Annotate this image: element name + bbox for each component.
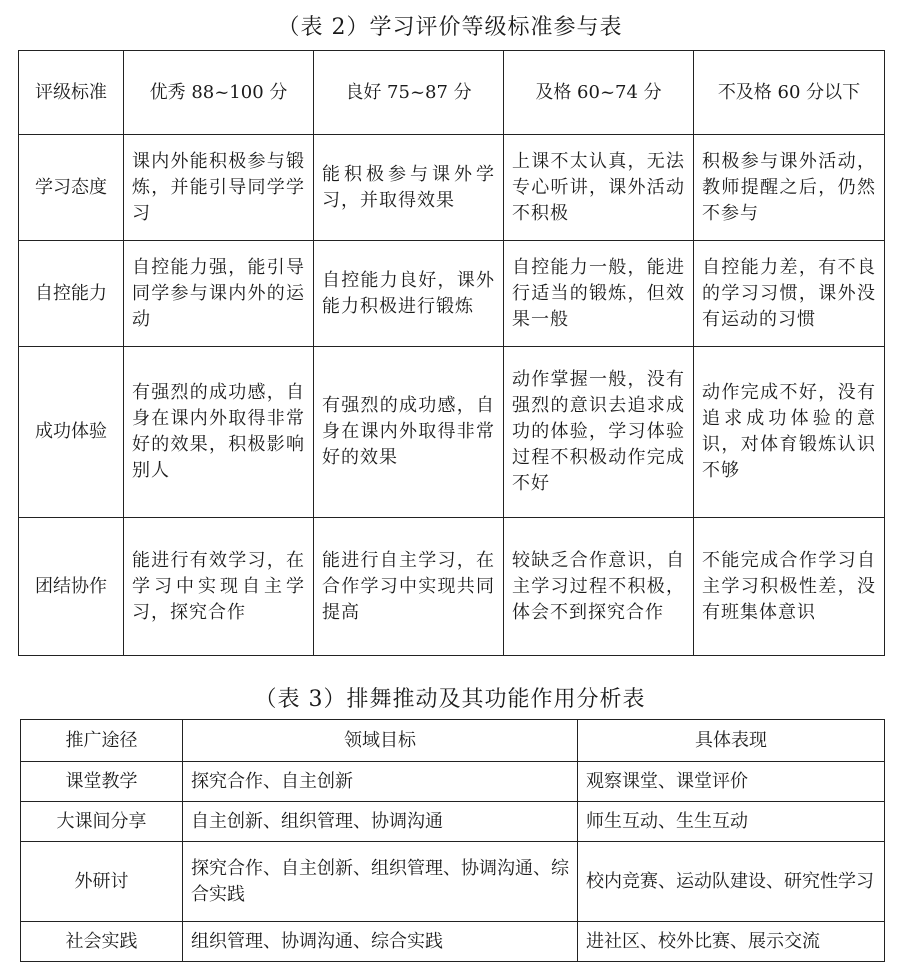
row-label-cell: 成功体验	[19, 347, 124, 518]
row-label-cell: 自控能力	[19, 241, 124, 347]
table-cell: 能进行有效学习，在学习中实现自主学习，探究合作	[124, 518, 314, 656]
table-cell: 师生互动、生生互动	[578, 802, 885, 842]
table-cell: 能进行自主学习，在合作学习中实现共同提高	[314, 518, 504, 656]
header-cell: 良好 75~87 分	[314, 51, 504, 135]
header-cell: 不及格 60 分以下	[694, 51, 885, 135]
header-cell: 优秀 88~100 分	[124, 51, 314, 135]
row-label-cell: 团结协作	[19, 518, 124, 656]
table-cell: 有强烈的成功感，自身在课内外取得非常好的效果	[314, 347, 504, 518]
table-cell: 能积极参与课外学习，并取得效果	[314, 135, 504, 241]
table-header-row	[19, 51, 885, 135]
row-label-cell: 课堂教学	[21, 762, 183, 802]
table-cell: 上课不太认真，无法专心听讲，课外活动不积极	[504, 135, 694, 241]
table-cell: 自控能力差，有不良的学习习惯，课外没有运动的习惯	[694, 241, 885, 347]
line-dance-analysis-table	[20, 719, 885, 962]
table-cell: 有强烈的成功感，自身在课内外取得非常好的效果，积极影响别人	[124, 347, 314, 518]
table-cell: 课内外能积极参与锻炼，并能引导同学学习	[124, 135, 314, 241]
evaluation-standard-table	[18, 50, 885, 656]
table-row	[19, 241, 885, 347]
table-cell: 自控能力良好，课外能力积极进行锻炼	[314, 241, 504, 347]
table-cell: 动作掌握一般，没有强烈的意识去追求成功的体验，学习体验过程不积极动作完成不好	[504, 347, 694, 518]
table2-title: （表 2）学习评价等级标准参与表	[277, 15, 623, 40]
table-cell: 组织管理、协调沟通、综合实践	[183, 922, 578, 962]
table-row	[19, 518, 885, 656]
table-cell: 自主创新、组织管理、协调沟通	[183, 802, 578, 842]
header-cell: 推广途径	[21, 720, 183, 762]
header-cell: 评级标准	[19, 51, 124, 135]
header-cell: 领域目标	[183, 720, 578, 762]
table-row	[21, 802, 885, 842]
table-row	[21, 842, 885, 922]
table-cell: 进社区、校外比赛、展示交流	[578, 922, 885, 962]
table-row	[21, 922, 885, 962]
table-cell: 探究合作、自主创新、组织管理、协调沟通、综合实践	[183, 842, 578, 922]
row-label-cell: 学习态度	[19, 135, 124, 241]
table-cell: 自控能力强，能引导同学参与课内外的运动	[124, 241, 314, 347]
table-cell: 探究合作、自主创新	[183, 762, 578, 802]
row-label-cell: 外研讨	[21, 842, 183, 922]
table-row	[19, 347, 885, 518]
table-header-row	[21, 720, 885, 762]
table-cell: 积极参与课外活动，教师提醒之后，仍然不参与	[694, 135, 885, 241]
table-cell: 自控能力一般，能进行适当的锻炼，但效果一般	[504, 241, 694, 347]
row-label-cell: 社会实践	[21, 922, 183, 962]
table-cell: 不能完成合作学习自主学习积极性差，没有班集体意识	[694, 518, 885, 656]
table-cell: 动作完成不好，没有追求成功体验的意识，对体育锻炼认识不够	[694, 347, 885, 518]
table-row	[19, 135, 885, 241]
table-cell: 较缺乏合作意识，自主学习过程不积极，体会不到探究合作	[504, 518, 694, 656]
table-row	[21, 762, 885, 802]
header-cell: 具体表现	[578, 720, 885, 762]
table-cell: 观察课堂、课堂评价	[578, 762, 885, 802]
table3-title: （表 3）排舞推动及其功能作用分析表	[254, 687, 646, 712]
table-cell: 校内竞赛、运动队建设、研究性学习	[578, 842, 885, 922]
header-cell: 及格 60~74 分	[504, 51, 694, 135]
row-label-cell: 大课间分享	[21, 802, 183, 842]
